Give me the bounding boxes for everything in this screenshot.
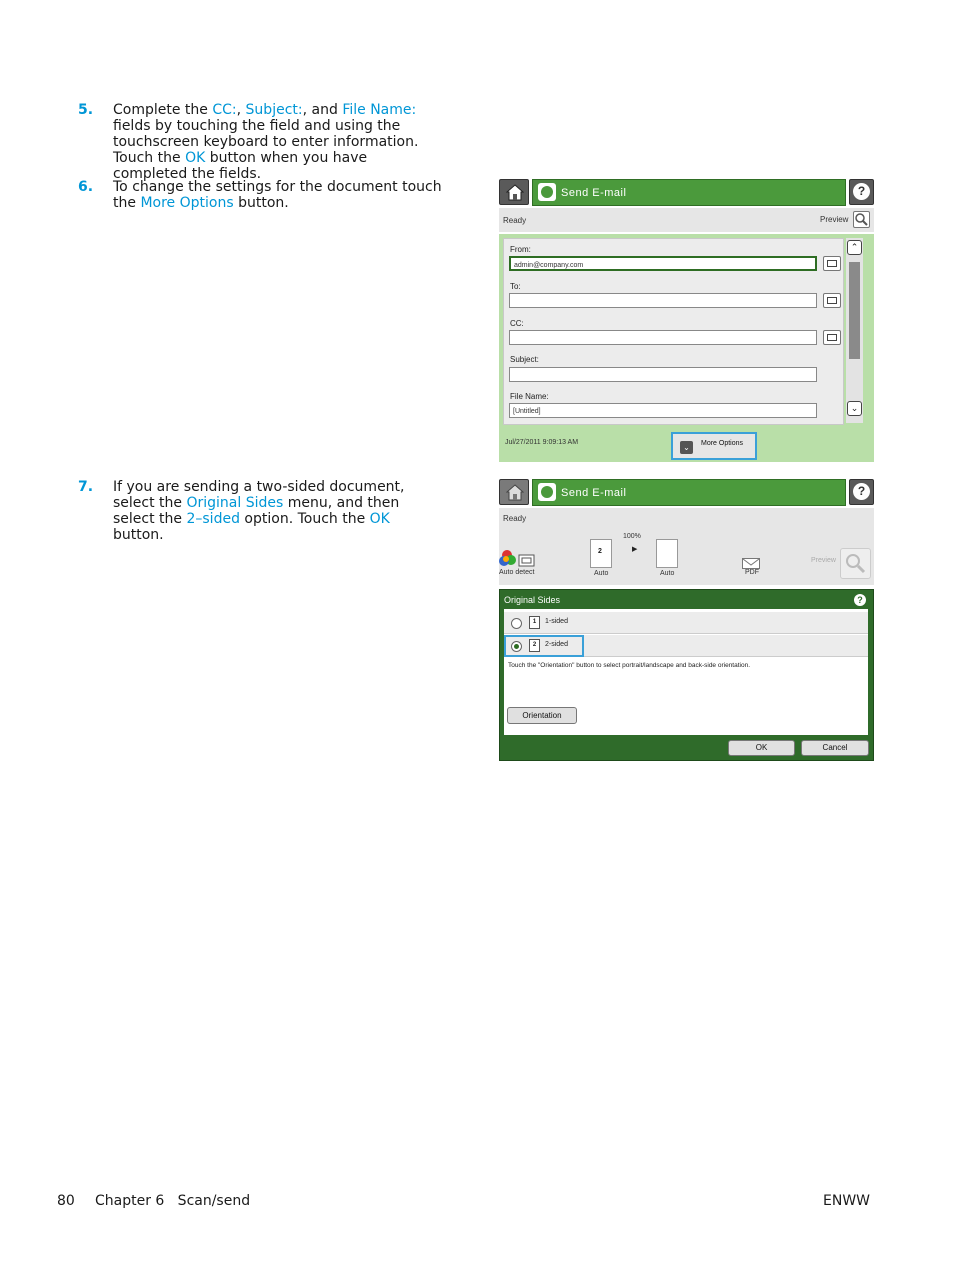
preview-button[interactable]: [853, 211, 870, 228]
status-bar: [499, 208, 874, 232]
help-button[interactable]: [849, 479, 874, 505]
page-1-icon: 1: [529, 616, 540, 629]
link-subject: Subject:: [245, 102, 303, 118]
size-label: Auto: [660, 570, 675, 577]
to-address-book-button[interactable]: [823, 293, 841, 308]
form-area: [499, 234, 874, 462]
step-number: 7.: [78, 479, 94, 495]
color-icon: [499, 548, 539, 570]
link-ok: OK: [185, 150, 206, 166]
scrollbar[interactable]: [846, 238, 863, 423]
sides-setting-button[interactable]: [590, 539, 618, 581]
option-2-sided[interactable]: [504, 635, 868, 657]
size-setting-button[interactable]: [656, 539, 684, 581]
settings-bar: [499, 508, 874, 585]
color-label: Auto detect: [499, 569, 535, 576]
dialog-help-icon[interactable]: ?: [854, 594, 866, 606]
option-label: 2-sided: [545, 641, 568, 648]
link-original-sides: Original Sides: [186, 495, 284, 511]
step-number: 5.: [78, 102, 94, 118]
more-options-label: More Options: [701, 440, 744, 447]
address-book-icon: [827, 297, 837, 304]
file-type-setting-button[interactable]: [742, 556, 766, 582]
datetime: Jul/27/2011 9:09:13 AM: [505, 439, 579, 446]
subject-label: Subject:: [510, 355, 539, 364]
address-book-icon: [827, 260, 837, 267]
scroll-thumb[interactable]: [849, 262, 860, 359]
option-label: 1-sided: [545, 618, 568, 625]
home-button[interactable]: [499, 179, 529, 205]
screen-title: Send E-mail: [561, 487, 627, 499]
chapter-title: Chapter 6 Scan/send: [95, 1193, 251, 1209]
step-number: 6.: [78, 179, 94, 195]
link-cc: CC:: [212, 102, 237, 118]
screen-title: Send E-mail: [561, 187, 627, 199]
file-type-label: PDF: [745, 569, 759, 576]
home-button[interactable]: [499, 479, 529, 505]
radio-2-sided[interactable]: [511, 641, 522, 652]
scroll-down-button[interactable]: ⌄: [847, 401, 862, 416]
send-email-icon: [538, 183, 556, 201]
original-sides-dialog: [499, 589, 874, 761]
title-bar: [532, 179, 846, 206]
link-2-sided: 2–sided: [186, 511, 240, 527]
email-fields: [503, 238, 844, 425]
page-2-icon: 2: [529, 639, 540, 652]
from-address-book-button[interactable]: [823, 256, 841, 271]
dialog-title: Original Sides: [504, 595, 561, 605]
top-bar: [499, 179, 874, 206]
orientation-button[interactable]: Orientation: [507, 707, 577, 724]
link-file-name: File Name:: [342, 102, 417, 118]
help-icon: ?: [853, 483, 870, 500]
step-text: Complete the CC:, Subject:, and File Name: fields by touching the field and using the touchscreen keyboard to enter information. Touch the OK button when you have completed the fields.: [113, 102, 419, 182]
zoom-label: 100%: [623, 533, 641, 540]
radio-1-sided[interactable]: [511, 618, 522, 629]
dialog-body: [504, 609, 868, 735]
chevron-down-icon: ⌄: [680, 441, 693, 454]
option-1-sided[interactable]: [504, 612, 868, 634]
magnifier-icon: [841, 549, 870, 578]
title-bar: [532, 479, 846, 506]
magnifier-icon: [854, 212, 869, 227]
help-button[interactable]: [849, 179, 874, 205]
address-book-icon: [827, 334, 837, 341]
from-field[interactable]: admin@company.com: [509, 256, 817, 271]
scroll-up-button[interactable]: ⌃: [847, 240, 862, 255]
footer-tag: ENWW: [823, 1193, 871, 1209]
sides-page-icon: 2: [590, 539, 612, 568]
page-number: 80: [57, 1193, 75, 1209]
link-ok: OK: [369, 511, 390, 527]
step-text: To change the settings for the document touch the More Options button.: [113, 179, 442, 211]
cc-label: CC:: [510, 319, 524, 328]
color-setting-button[interactable]: [499, 548, 539, 578]
page-size-icon: [656, 539, 678, 568]
send-email-screen: [499, 179, 874, 463]
cc-address-book-button[interactable]: [823, 330, 841, 345]
status-text: Ready: [503, 216, 527, 225]
help-icon: ?: [853, 183, 870, 200]
step-text: If you are sending a two-sided document, select the Original Sides menu, and then select the 2–sided option. Touch the OK button.: [113, 479, 405, 543]
original-sides-screen: [499, 479, 874, 762]
link-more-options: More Options: [140, 195, 234, 211]
play-icon: ▶: [632, 546, 638, 553]
to-label: To:: [510, 282, 521, 291]
preview-button[interactable]: [840, 548, 871, 579]
sides-label: Auto: [594, 570, 609, 577]
send-email-icon: [538, 483, 556, 501]
subject-field[interactable]: [509, 367, 817, 382]
dialog-hint: Touch the "Orientation" button to select portrait/landscape and back-side orientation.: [508, 662, 751, 669]
envelope-icon: [742, 558, 760, 569]
home-icon: [506, 184, 524, 201]
preview-label: Preview: [811, 557, 836, 564]
top-bar: [499, 479, 874, 506]
cancel-button[interactable]: Cancel: [801, 740, 869, 756]
filename-label: File Name:: [510, 392, 549, 401]
preview-label: Preview: [820, 215, 849, 224]
filename-field[interactable]: [Untitled]: [509, 403, 817, 418]
ok-button[interactable]: OK: [728, 740, 795, 756]
from-label: From:: [510, 245, 531, 254]
more-options-button[interactable]: [671, 432, 757, 460]
status-text: Ready: [503, 514, 527, 523]
to-field[interactable]: [509, 293, 817, 308]
home-icon: [506, 484, 524, 501]
cc-field[interactable]: [509, 330, 817, 345]
